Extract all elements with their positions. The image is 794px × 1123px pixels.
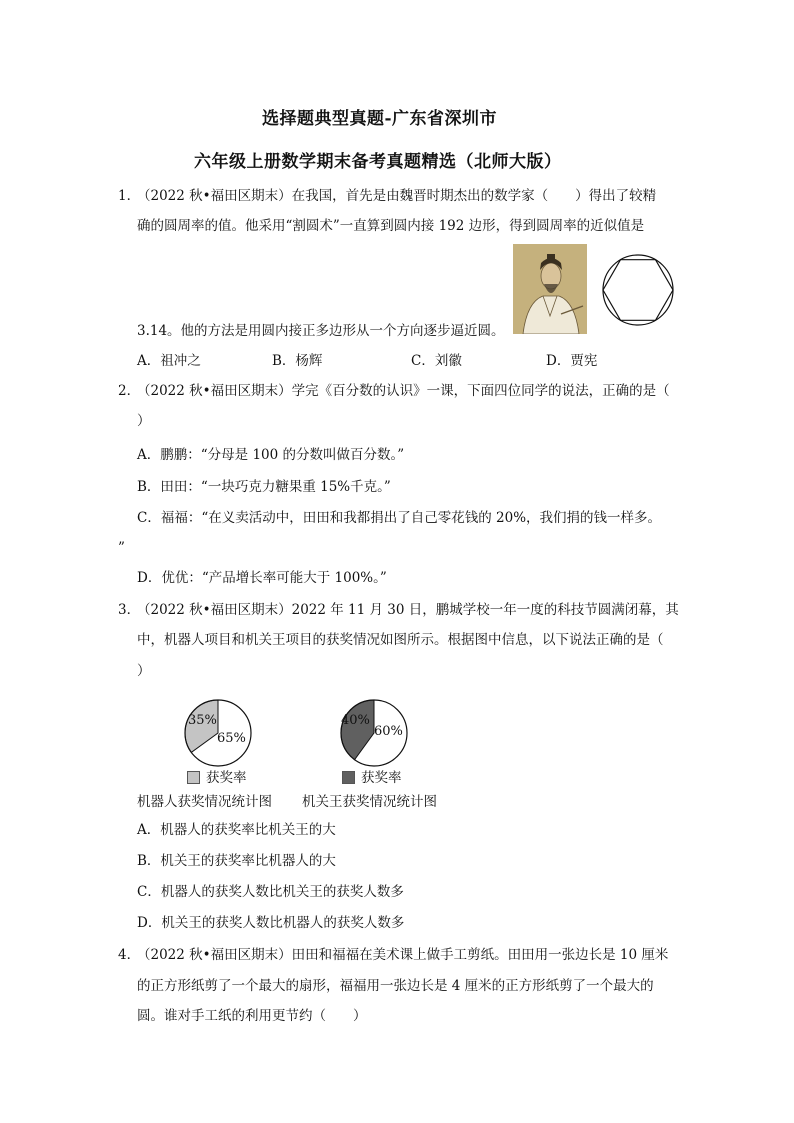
q1-option-d[interactable]: D．贾宪 <box>546 353 598 369</box>
q1-number: 1． <box>118 188 141 204</box>
q2-option-b[interactable]: B．田田：“一块巧克力糖果重 15%千克。” <box>137 479 391 495</box>
q3-number: 3． <box>118 602 141 618</box>
q2-line1: （2022 秋•福田区期末）学完《百分数的认识》一课，下面四位同学的说法，正确的是（ <box>137 383 670 399</box>
q4-line3: 圆。谁对手工纸的利用更节约（ ） <box>137 1008 367 1024</box>
liu-hui-portrait-image <box>513 244 587 334</box>
q2-option-c-cont: ” <box>118 540 125 556</box>
jiguanwang-other-pct-label: 60% <box>374 724 403 739</box>
robot-legend-label: 获奖率 <box>206 770 247 786</box>
jiguanwang-legend-swatch <box>342 771 355 784</box>
inscribed-hexagon-figure <box>600 250 676 330</box>
q1-line3: 3.14。他的方法是用圆内接正多边形从一个方向逐步逼近圆。 <box>137 323 505 339</box>
q2-option-a[interactable]: A．鹏鹏：“分母是 100 的分数叫做百分数。” <box>137 447 405 463</box>
q2-option-c[interactable]: C．福福：“在义卖活动中，田田和我都捐出了自己零花钱的 20%，我们捐的钱一样多。 <box>137 510 662 526</box>
q2-option-d[interactable]: D．优优：“产品增长率可能大于 100%。” <box>137 570 387 586</box>
doc-title-line1: 选择题典型真题-广东省深圳市 <box>262 109 498 129</box>
q4-number: 4． <box>118 947 141 963</box>
robot-legend-swatch <box>187 771 200 784</box>
q1-option-b[interactable]: B．杨辉 <box>272 353 323 369</box>
q3-option-a[interactable]: A．机器人的获奖率比机关王的大 <box>137 822 336 838</box>
robot-chart-caption: 机器人获奖情况统计图 <box>137 794 272 810</box>
jiguanwang-legend-label: 获奖率 <box>361 770 402 786</box>
q3-line1: （2022 秋•福田区期末）2022 年 11 月 30 日，鹏城学校一年一度的科技节圆满闭幕，其 <box>137 602 679 618</box>
jiguanwang-chart-caption: 机关王获奖情况统计图 <box>302 794 437 810</box>
q3-line3: ） <box>137 663 151 679</box>
q2-line2: ） <box>137 413 151 429</box>
robot-win-pct-label: 35% <box>188 713 217 728</box>
doc-title-line2: 六年级上册数学期末备考真题精选（北师大版） <box>194 152 562 172</box>
q3-line2: 中，机器人项目和机关王项目的获奖情况如图所示。根据图中信息，以下说法正确的是（ <box>137 632 664 648</box>
q2-number: 2． <box>118 383 141 399</box>
q3-option-c[interactable]: C．机器人的获奖人数比机关王的获奖人数多 <box>137 884 404 900</box>
q4-line1: （2022 秋•福田区期末）田田和福福在美术课上做手工剪纸。田田用一张边长是 10 厘米 <box>137 947 669 963</box>
q1-line2: 确的圆周率的值。他采用“割圆术”一直算到圆内接 192 边形，得到圆周率的近似值是 <box>137 218 645 234</box>
q4-line2: 的正方形纸剪了一个最大的扇形，福福用一张边长是 4 厘米的正方形纸剪了一个最大的 <box>137 978 654 994</box>
q3-option-d[interactable]: D．机关王的获奖人数比机器人的获奖人数多 <box>137 915 405 931</box>
q1-option-c[interactable]: C．刘徽 <box>411 353 462 369</box>
q1-line1: （2022 秋•福田区期末）在我国，首先是由魏晋时期杰出的数学家（ ）得出了较精 <box>137 188 657 204</box>
jiguanwang-win-pct-label: 40% <box>341 713 370 728</box>
q1-option-a[interactable]: A．祖冲之 <box>137 353 201 369</box>
robot-other-pct-label: 65% <box>217 731 246 746</box>
q3-option-b[interactable]: B．机关王的获奖率比机器人的大 <box>137 853 336 869</box>
